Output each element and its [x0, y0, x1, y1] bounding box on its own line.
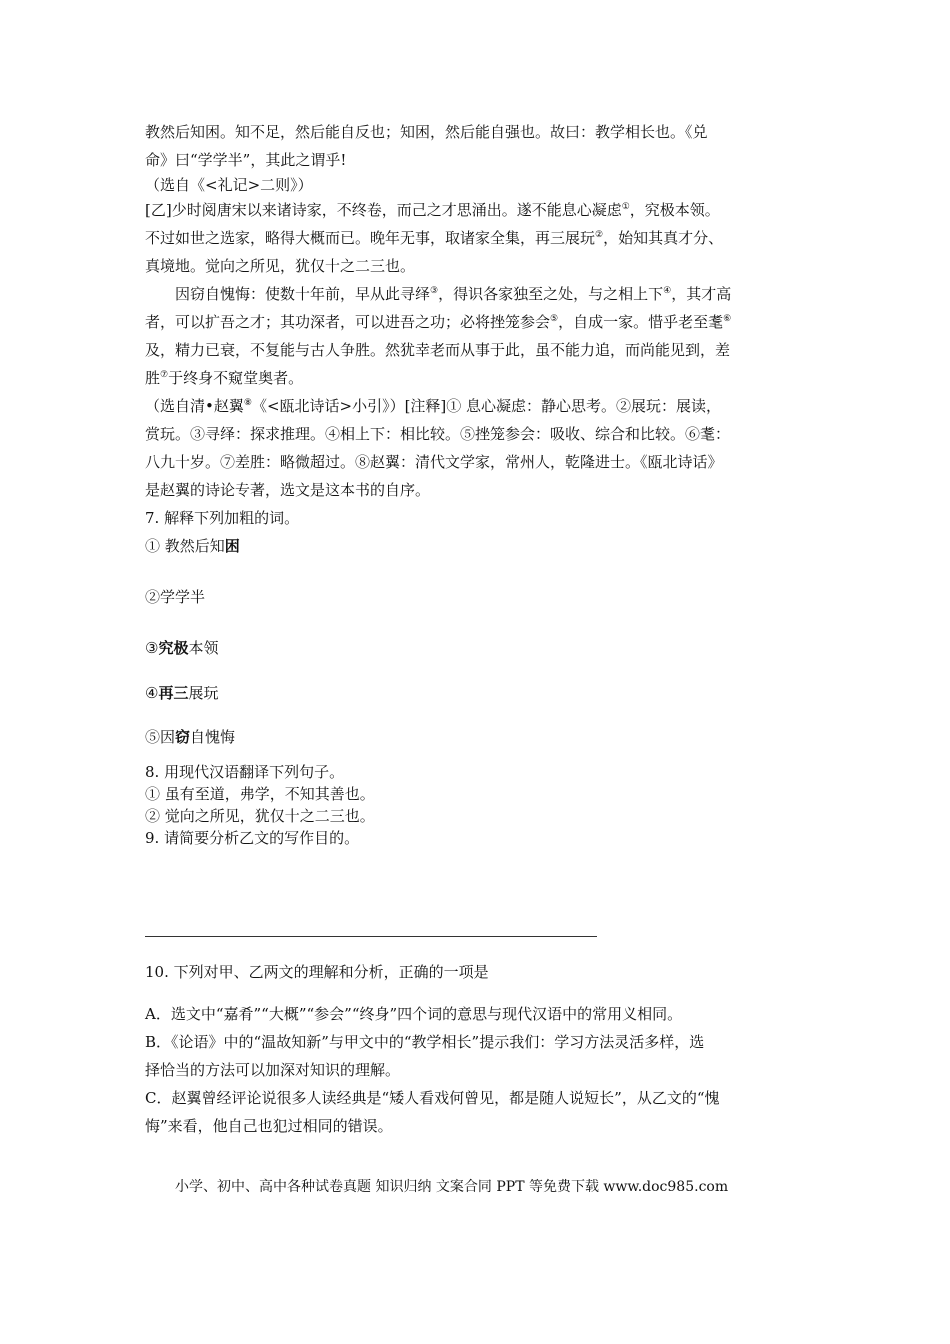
question-8-sentence: ① 虽有至道，弗学，不知其善也。 — [145, 785, 375, 803]
option-b: B．《论语》中的“温故知新”与甲文中的“教学相长”提示我们：学习方法灵活多样，选 择恰当的方法可以加深对知识的理解。 — [145, 1033, 705, 1079]
question-8-title: 8. 用现代汉语翻译下列句子。 — [145, 763, 345, 781]
option-a: A．选文中“嘉肴”“大概”“参会”“终身”四个词的意思与现代汉语中的常用义相同。 — [145, 1005, 683, 1023]
question-7-item: ① 教然后知困 — [145, 537, 240, 555]
question-7-item: ⑤因窃自愧悔 — [145, 728, 236, 746]
question-10-title: 10. 下列对甲、乙两文的理解和分析，正确的一项是 — [145, 963, 489, 981]
question-7 — [145, 504, 805, 751]
question-7-item: ③究极本领 — [145, 639, 219, 657]
footer-text: 小学、初中、高中各种试卷真题 知识归纳 文案合同 PPT 等免费下载 www.doc985.com — [175, 1179, 729, 1195]
document-body — [145, 118, 805, 849]
passage-jia-line: 教然后知困。知不足，然后能自反也；知困，然后能自强也。故曰：教学相长也。《兑 — [145, 123, 708, 141]
question-10 — [145, 958, 805, 1140]
question-7-item: ②学学半 — [145, 588, 206, 606]
answer-line — [145, 936, 597, 937]
question-8 — [145, 761, 805, 849]
question-9-title: 9. 请简要分析乙文的写作目的。 — [145, 829, 360, 847]
source-jia: （选自《<礼记>二则》） — [145, 176, 313, 194]
question-8-sentence: ② 觉向之所见，犹仅十之二三也。 — [145, 807, 375, 825]
question-7-item: ④再三展玩 — [145, 684, 219, 702]
passage-yi-paragraph-2: 因窃自愧悔：使数十年前，早从此寻绎③，得识各家独至之处，与之相上下④，其才高 者，可以扩吾之才；其功深者，可以进吾之功；必将挫笼参会⑤，自成一家。惜乎老至耄⑥ 及，精力已衰，不复能与古人争胜。然犹幸老而从事于此，虽不能力追，而尚能见到，差 胜⑦于终身不窥堂奥者。 — [145, 285, 732, 387]
passage-jia-line: 命》曰“学学半”，其此之谓乎! — [145, 151, 347, 169]
option-c: C．赵翼曾经评论说很多人读经典是“矮人看戏何曾见，都是随人说短长”，从乙文的“愧 悔”来看，他自己也犯过相同的错误。 — [145, 1089, 720, 1135]
passage-yi-paragraph-1: [乙]少时阅唐宋以来诸诗家，不终卷，而己之才思涌出。遂不能息心凝虑①，究极本领。 不过如世之选家，略得大概而已。晚年无事，取诸家全集，再三展玩②，始知其真才分、 真境地。觉向之所见，犹仅十之二三也。 — [145, 201, 724, 275]
question-7-title: 7. 解释下列加粗的词。 — [145, 509, 300, 527]
source-and-notes: （选自清•赵翼⑧《<瓯北诗话>小引》）[注释]① 息心凝虑：静心思考。②展玩：展读， 赏玩。③寻绎：探求推理。④相上下：相比较。⑤挫笼参会：吸收、综合和比较。⑥耄： 八九十岁。⑦差胜：略微超过。⑧赵翼：清代文学家，常州人，乾隆进士。《瓯北诗话》 是赵翼的诗论专著，选文是这本书的自序。 — [145, 397, 731, 499]
